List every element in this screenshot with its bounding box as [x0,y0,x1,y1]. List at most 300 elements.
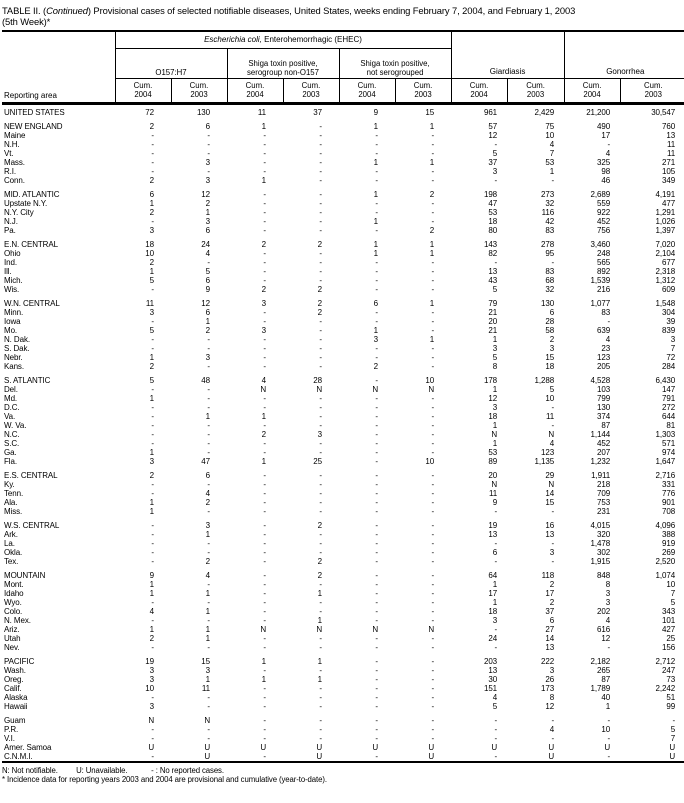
data-cell: 4 [205,570,210,580]
data-cell: 571 [662,438,676,448]
data-cell: - [375,284,378,294]
gonorrhea-group-header: Gonorrhea [564,31,684,78]
data-cell: 919 [662,538,676,548]
data-cell: 1 [149,506,154,516]
data-cell: 1 [261,656,266,666]
data-cell: - [263,683,266,693]
table-row [2,571,684,580]
data-cell: 1,232 [590,456,611,466]
data-cell: - [375,506,378,516]
data-cell: 207 [597,447,611,457]
data-cell: - [207,701,210,711]
row-label: N.H. [4,139,20,149]
data-cell: - [375,751,378,761]
data-cell: - [375,615,378,625]
data-cell: 156 [662,642,676,652]
data-cell: 4,528 [590,375,611,385]
data-cell: - [607,751,611,761]
data-cell: 974 [662,447,676,457]
data-cell: 25 [666,633,676,643]
data-cell: - [431,547,435,557]
data-cell: - [151,692,154,702]
data-cell: - [151,429,154,439]
data-cell: 10 [145,683,154,693]
data-cell: 791 [662,393,676,403]
row-label: Tenn. [4,488,24,498]
data-cell: 1,026 [655,216,676,226]
data-cell: - [151,411,154,421]
data-cell: - [494,556,498,566]
row-label: Va. [4,411,16,421]
data-cell: - [375,570,378,580]
data-cell: 75 [545,121,555,131]
data-cell: 4 [605,334,611,344]
data-cell: - [431,665,435,675]
data-cell: - [431,715,435,725]
data-cell: 205 [597,361,611,371]
data-cell: - [375,438,378,448]
data-cell: - [431,429,435,439]
data-cell: 284 [662,361,676,371]
data-cell: 3 [149,701,154,711]
data-cell: 1 [373,189,378,199]
table-row [2,335,684,344]
data-cell: 18 [545,361,555,371]
data-cell: - [431,529,435,539]
data-cell: 273 [541,189,555,199]
data-cell: - [263,307,266,317]
data-cell: - [263,216,266,226]
data-cell: - [263,139,266,149]
data-cell: N [428,384,435,394]
data-cell: 1 [149,266,154,276]
shiga-not-serogrouped-header [339,48,451,78]
data-cell: 1 [549,166,555,176]
data-cell: 2 [317,307,322,317]
row-label: NEW ENGLAND [4,121,63,131]
data-cell: - [263,352,266,362]
data-cell: 43 [488,275,498,285]
table-row [2,199,684,208]
row-label: S.C. [4,438,20,448]
data-cell: 6 [373,298,378,308]
row-label: Hawaii [4,701,28,711]
data-cell: - [375,130,378,140]
data-cell: 388 [662,529,676,539]
data-cell: - [263,316,266,326]
table-row [2,521,684,530]
data-cell: 8 [492,361,498,371]
data-cell: - [319,361,322,371]
notifiable-diseases-table [2,30,684,763]
data-cell: 3 [605,597,611,607]
data-cell: - [431,520,435,530]
row-label: N. Dak. [4,334,30,344]
data-cell: - [375,520,378,530]
data-cell: 130 [196,107,210,117]
data-cell: - [207,334,210,344]
data-cell: 304 [662,307,676,317]
row-label: Ky. [4,479,15,489]
data-cell: 1 [205,411,210,421]
row-label: Mich. [4,275,23,285]
data-cell: 203 [483,656,498,666]
data-cell: - [431,266,435,276]
table-row [2,598,684,607]
data-cell: - [431,257,435,267]
data-cell: - [207,139,210,149]
data-cell: 3 [149,456,154,466]
data-cell: - [431,692,435,702]
data-cell: - [375,447,378,457]
data-cell: 1 [492,597,498,607]
data-cell: - [431,701,435,711]
data-cell: - [151,642,154,652]
data-cell: - [319,470,322,480]
data-cell: - [263,506,266,516]
data-cell: 760 [662,121,676,131]
data-cell: 1 [261,121,266,131]
data-cell: - [263,497,266,507]
table-row [2,498,684,507]
row-label: Alaska [4,692,28,702]
data-cell: 51 [666,692,676,702]
data-cell: 6 [205,275,210,285]
data-cell: 58 [545,325,555,335]
data-cell: - [319,175,322,185]
table-row [2,158,684,167]
table-row [2,530,684,539]
data-cell: U [260,742,266,752]
data-cell: - [319,216,322,226]
data-cell: 639 [597,325,611,335]
row-label: Idaho [4,588,24,598]
data-cell: 21 [488,307,498,317]
data-cell: U [548,751,555,761]
data-cell: 1,915 [590,556,611,566]
data-cell: 1 [149,447,154,457]
data-cell: 3 [670,334,676,344]
data-cell: 6 [549,615,555,625]
data-cell: - [151,438,154,448]
row-label: Amer. Samoa [4,742,52,752]
data-cell: - [207,384,210,394]
data-cell: - [207,393,210,403]
data-cell: - [607,316,611,326]
data-cell: - [375,166,378,176]
data-cell: - [375,175,378,185]
data-cell: 11 [545,411,555,421]
data-cell: 2,182 [590,656,611,666]
data-cell: - [431,642,435,652]
data-cell: 269 [662,547,676,557]
data-cell: - [431,597,435,607]
data-cell: 30 [488,674,498,684]
data-cell: 17 [601,130,611,140]
data-cell: 1 [205,529,210,539]
data-cell: - [207,579,210,589]
data-cell: - [207,642,210,652]
data-cell: 1 [149,497,154,507]
data-cell: 3 [205,352,210,362]
data-cell: 4 [549,724,555,734]
data-cell: - [375,692,378,702]
row-label: E.N. CENTRAL [4,239,58,249]
data-cell: - [551,257,555,267]
row-label: Mass. [4,157,25,167]
data-cell: 9 [373,107,378,117]
data-cell: - [375,479,378,489]
data-cell: - [494,624,498,634]
data-cell: 16 [545,520,555,530]
data-cell: 79 [488,298,498,308]
data-cell: 130 [541,298,555,308]
data-cell: 32 [545,284,555,294]
table-row [2,675,684,684]
data-cell: 1,397 [655,225,676,235]
row-label: Nebr. [4,352,23,362]
data-cell: - [319,579,322,589]
data-cell: - [263,198,266,208]
table-row [2,430,684,439]
data-cell: 10 [601,724,611,734]
data-cell: 2 [149,361,154,371]
data-cell: - [375,307,378,317]
data-cell: - [431,497,435,507]
data-cell: - [319,701,322,711]
data-cell: 15 [545,352,555,362]
table-row [2,643,684,652]
data-cell: 3 [205,157,210,167]
table-row [2,657,684,666]
row-label: Mont. [4,579,24,589]
data-cell: 5 [670,597,676,607]
data-cell: - [151,488,154,498]
data-cell: 644 [662,411,676,421]
data-cell: 24 [488,633,498,643]
data-cell: - [375,547,378,557]
data-cell: 490 [597,121,611,131]
data-cell: - [375,579,378,589]
data-cell: 776 [662,488,676,498]
row-label: W.S. CENTRAL [4,520,60,530]
table-row [2,299,684,308]
data-cell: - [263,488,266,498]
data-cell: - [319,633,322,643]
data-cell: - [431,588,435,598]
table-row [2,634,684,643]
data-cell: - [319,683,322,693]
row-label: Md. [4,393,18,403]
data-cell: 28 [545,316,555,326]
data-cell: 57 [488,121,498,131]
data-cell: 99 [666,701,676,711]
data-cell: 4 [261,375,266,385]
data-cell: U [316,751,322,761]
data-cell: - [431,570,435,580]
data-cell: 10 [545,130,555,140]
row-label: Iowa [4,316,21,326]
data-cell: - [375,275,378,285]
data-cell: - [494,642,498,652]
data-cell: - [431,538,435,548]
data-cell: 72 [666,352,676,362]
table-row [2,131,684,140]
row-label: Ga. [4,447,17,457]
data-cell: 18 [488,411,498,421]
data-cell: 2 [205,198,210,208]
data-cell: 83 [545,225,555,235]
data-cell: 7 [670,343,676,353]
shiga-not-serogrouped-line1: Shiga toxin positive, [360,58,430,68]
cum-year-header: Cum. 2004 [339,78,395,103]
data-cell: - [263,724,266,734]
data-cell: - [375,488,378,498]
data-cell: - [431,556,435,566]
data-cell: 5 [670,724,676,734]
table-title-line2: (5th Week)* [2,16,51,27]
data-cell: - [207,361,210,371]
data-cell: - [151,733,154,743]
data-cell: - [319,411,322,421]
data-cell: - [207,597,210,607]
data-cell: 7 [549,148,555,158]
data-cell: 53 [488,207,498,217]
data-cell: 271 [662,157,676,167]
data-cell: - [263,692,266,702]
row-label: Wyo. [4,597,22,607]
data-cell: - [494,715,498,725]
data-cell: - [431,411,435,421]
shiga-non-o157-line1: Shiga toxin positive, [248,58,318,68]
data-cell: 374 [597,411,611,421]
data-cell: - [319,343,322,353]
data-cell: - [319,438,322,448]
table-row [2,362,684,371]
data-cell: - [207,429,210,439]
data-cell: 3 [205,175,210,185]
row-label: D.C. [4,402,20,412]
data-cell: - [431,139,435,149]
row-label: W.N. CENTRAL [4,298,60,308]
ehec-italic-label: Escherichia coli, [204,35,262,45]
data-cell: - [207,538,210,548]
data-cell: 3 [149,674,154,684]
data-cell: 2 [429,189,435,199]
data-cell: - [672,715,676,725]
row-label: Okla. [4,547,23,557]
data-cell: 12 [601,633,611,643]
data-cell: 477 [662,198,676,208]
data-cell: - [431,343,435,353]
data-cell: - [263,538,266,548]
row-label: Wash. [4,665,26,675]
data-cell: 87 [601,420,611,430]
data-cell: - [375,597,378,607]
data-cell: 18 [145,239,154,249]
data-cell: 2 [317,298,322,308]
data-cell: - [151,284,154,294]
data-cell: N [204,715,210,725]
data-cell: 95 [545,248,555,258]
data-cell: - [319,538,322,548]
data-cell: 21,200 [586,107,611,117]
cum-year-header: Cum. 2003 [283,78,339,103]
data-cell: - [151,216,154,226]
data-cell: - [375,456,378,466]
data-cell: - [319,488,322,498]
data-cell: 83 [545,266,555,276]
data-cell: 2 [205,325,210,335]
data-cell: 87 [601,674,611,684]
data-cell: 1 [429,248,435,258]
data-cell: 2,242 [655,683,676,693]
data-cell: 1 [317,656,322,666]
data-cell: 4,015 [590,520,611,530]
data-cell: - [151,538,154,548]
data-cell: 89 [488,456,498,466]
data-cell: 5 [549,384,555,394]
data-cell: 13 [488,529,498,539]
data-cell: 9 [149,570,154,580]
data-cell: - [431,606,435,616]
data-cell: 1 [429,298,435,308]
data-cell: 2 [149,121,154,131]
data-cell: - [263,157,266,167]
data-cell: - [375,656,378,666]
footnote-no-cases: - : No reported cases. [151,765,224,775]
data-cell: 6,430 [655,375,676,385]
data-cell: - [319,447,322,457]
data-cell: - [431,579,435,589]
data-cell: - [607,642,611,652]
row-label: MID. ATLANTIC [4,189,60,199]
data-cell: 4 [205,488,210,498]
data-cell: 349 [662,175,676,185]
shiga-non-o157-line2: serogroup non-O157 [247,67,319,77]
data-cell: 565 [597,257,611,267]
data-cell: 10 [545,393,555,403]
data-cell: 123 [597,352,611,362]
data-cell: 559 [597,198,611,208]
table-row [2,457,684,466]
footnote-unavailable: U: Unavailable. [76,765,128,775]
table-body [2,103,684,762]
data-cell: - [375,225,378,235]
row-label: Guam [4,715,26,725]
row-label: Ala. [4,497,18,507]
data-cell: 1 [492,334,498,344]
data-cell: 753 [597,497,611,507]
row-label: Fla. [4,456,17,466]
data-cell: 1,789 [590,683,611,693]
data-cell: 7 [670,588,676,598]
data-cell: - [431,438,435,448]
data-cell: - [375,538,378,548]
data-cell: - [319,139,322,149]
data-cell: - [263,393,266,403]
data-cell: 72 [145,107,154,117]
table-row [2,625,684,634]
data-cell: - [319,166,322,176]
data-cell: - [319,334,322,344]
data-cell: 1,144 [590,429,611,439]
row-label: R.I. [4,166,17,176]
data-cell: 2 [205,497,210,507]
data-cell: - [319,692,322,702]
data-cell: 1,478 [590,538,611,548]
cum-year-header: Cum. 2003 [620,78,684,103]
